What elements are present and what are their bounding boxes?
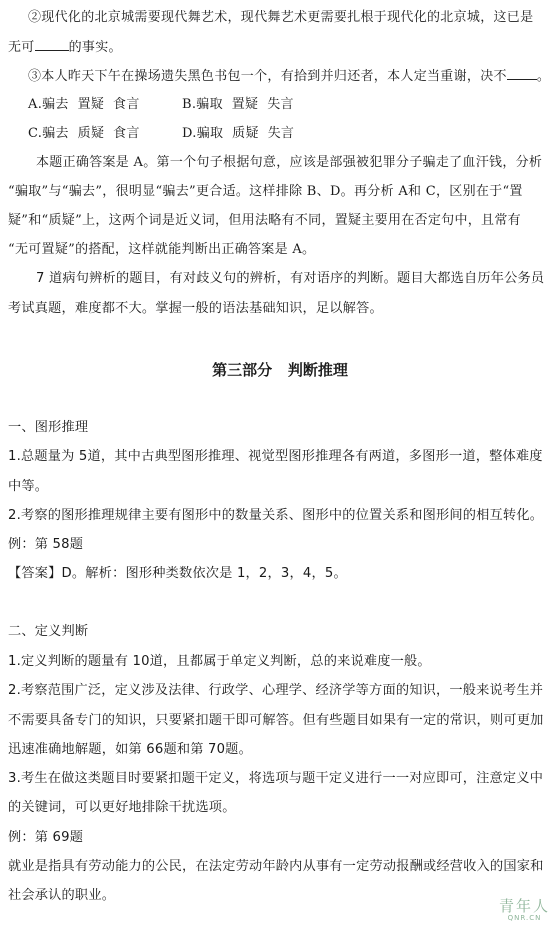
question-3-line [28,66,554,87]
section-1-point-1-line-1: 1.总题量为 5道，其中古典型图形推理、视觉型图形推理各有两道，多图形一道，整体难度 [8,449,543,464]
section-2-heading: 二、定义判断 [8,624,89,639]
watermark-logo [499,895,550,922]
definition-line-1: 就业是指具有劳动能力的公民，在法定劳动年龄内从事有一定劳动报酬或经营收入的国家和 [8,859,544,874]
section-1-point-1-line-2: 中等。 [8,479,49,494]
explanation-line-2: “骗取”与“骗去”，很明显“骗去”更合适。这样排除 B、D。再分析 A和 C，区别在于“置 [8,184,523,199]
question-2-suffix: 的事实。 [68,40,122,55]
option-b: B.骗取 置疑 失言 [182,97,294,112]
section-2-point-2-line-3: 迅速准确地解题，如第 66题和第 70题。 [8,742,252,757]
question-2-line-2 [8,37,554,58]
section-2-example: 例：第 69题 [8,830,84,845]
section-2-point-3-line-2: 的关键词，可以更好地排除干扰选项。 [8,800,236,815]
question-2-line-1: ②现代化的北京城需要现代舞艺术，现代舞艺术更需要扎根于现代化的北京城，这已是 [28,10,534,25]
section-2-point-1: 1.定义判断的题量有 10道，且都属于单定义判断，总的来说难度一般。 [8,654,431,669]
section-2-point-3-line-1: 3.考生在做这类题目时要紧扣题干定义，将选项与题干定义进行一一对应即可，注意定义中 [8,771,544,786]
summary-line-1: 7 道病句辨析的题目，有对歧义句的辨析，有对语序的判断。题目大都选自历年公务员 [36,271,545,286]
section-1-answer: 【答案】D。解析：图形种类数依次是 1，2，3，4，5。 [8,566,347,581]
definition-line-2: 社会承认的职业。 [8,888,116,903]
option-a: A.骗去 置疑 食言 [28,97,140,112]
explanation-line-4: “无可置疑”的搭配，这样就能判断出正确答案是 A。 [8,242,316,257]
options-row-1 [28,95,554,115]
option-c: C.骗去 质疑 食言 [28,126,140,141]
section-2-point-2-line-2: 不需要具备专门的知识，只要紧扣题干即可解答。但有些题目如果有一定的常识，则可更加 [8,713,544,728]
section-2-point-2-line-1: 2.考察范围广泛，定义涉及法律、行政学、心理学、经济学等方面的知识，一般来说考生并 [8,683,544,698]
question-2-prefix: 无可 [8,40,35,55]
part-3-title: 第三部分 判断推理 [212,361,348,379]
watermark-text: 青年人 [498,897,550,915]
options-row-2 [28,124,554,144]
explanation-line-3: 疑”和“质疑”上，这两个词是近义词，但用法略有不同，置疑主要用在否定句中，且常有 [8,213,521,228]
question-3-end: 。 [536,69,551,84]
answer-blank [35,37,69,51]
section-1-heading: 一、图形推理 [8,420,89,435]
question-3-text: ③本人昨天下午在操场遗失黑色书包一个，有拾到并归还者，本人定当重谢，决不 [28,69,507,84]
section-1-example: 例：第 58题 [8,537,84,552]
summary-line-2: 考试真题，难度都不大。掌握一般的语法基础知识，足以解答。 [8,301,383,316]
explanation-line-1: 本题正确答案是 A。第一个句子根据句意，应该是部强被犯罪分子骗走了血汗钱，分析 [36,155,543,170]
answer-blank [507,66,537,80]
section-1-point-2: 2.考察的图形推理规律主要有图形中的数量关系、图形中的位置关系和图形间的相互转化。 [8,508,544,523]
watermark-subtext: QNR.CN [507,914,542,922]
option-d: D.骗取 质疑 失言 [182,126,295,141]
